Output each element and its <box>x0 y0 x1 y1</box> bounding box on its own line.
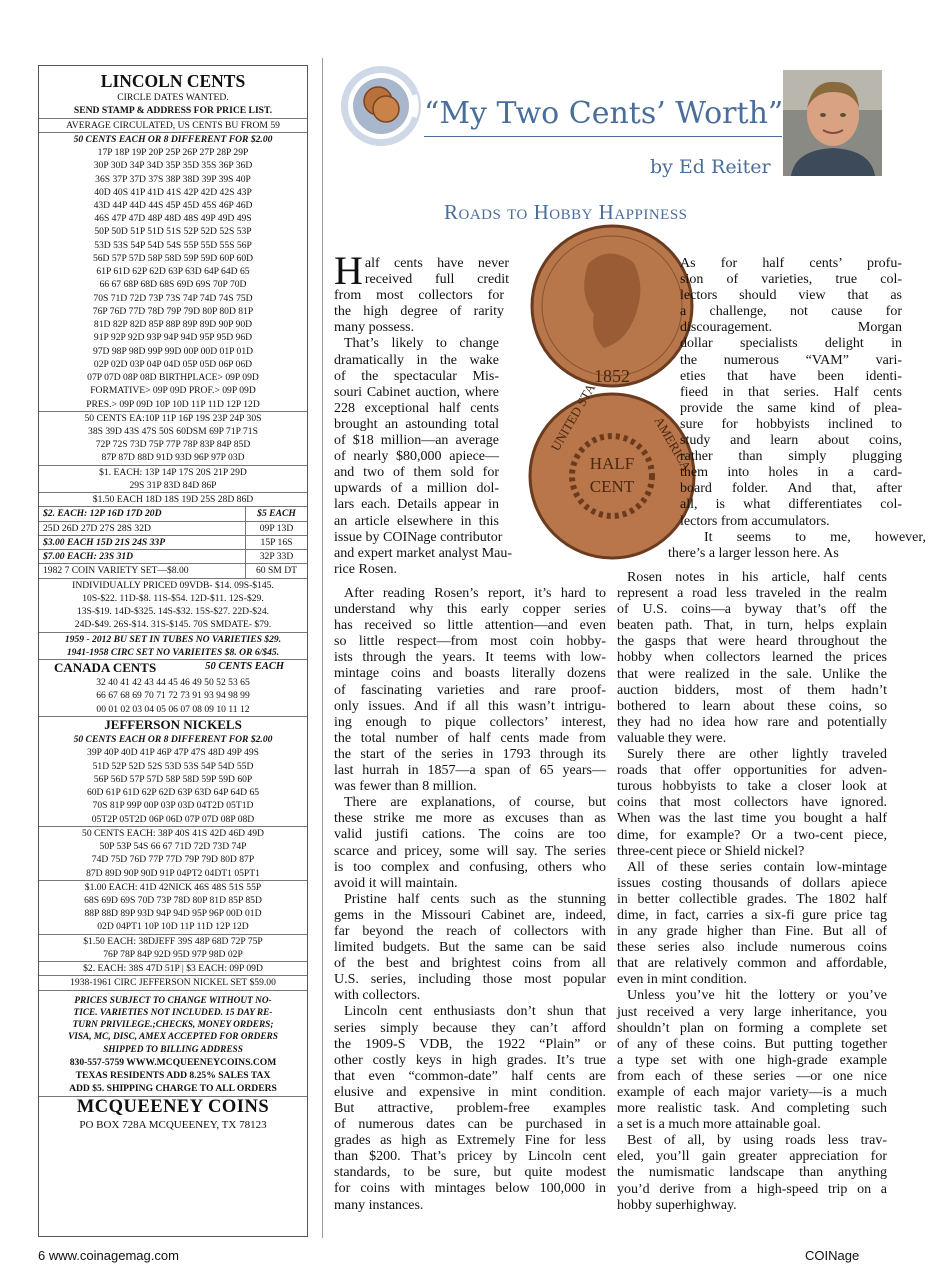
article-line: these strike me more as excuses than as <box>334 811 606 827</box>
ad-line: 88P 88D 89P 93D 94P 94D 95P 96P 00D 01D <box>84 908 262 920</box>
article-line: dime, for example? Or a two-cent piece, <box>617 827 887 843</box>
ad-price-grid <box>39 506 307 577</box>
ad-line: 50 CENTS EACH OR 8 DIFFERENT FOR $2.00 <box>39 132 307 146</box>
article-line: issues costing thousands of dollars apiece <box>617 875 887 891</box>
ad-line: 76P 78P 84P 92D 95D 97P 98D 02P <box>103 948 243 960</box>
ad-line: $1.50 EACH 18D 18S 19D 25S 28D 86D <box>39 492 307 506</box>
article-line: lars each. Details appear in <box>334 497 499 513</box>
article-line: in better collectible grades. The 1802 half <box>617 891 887 907</box>
ad-line: 66 67 68P 68D 68S 69D 69S 70P 70D <box>99 279 247 291</box>
article-line: these series also include numerous coins <box>617 940 887 956</box>
article-line: from each of these series —or one nice <box>617 1068 887 1084</box>
article-line: more realistic task. And completing such <box>617 1101 887 1117</box>
article-line: That’s likely to change <box>344 336 499 352</box>
ad-contact-line: 830-557-5759 WWW.MCQUEENEYCOINS.COM <box>69 1056 277 1068</box>
article-line: was fewer than 8 million. <box>334 779 477 795</box>
ad-price-row <box>39 535 307 549</box>
article-line: represent a road less traveled in the realm <box>617 586 887 602</box>
ad-disclaimer-line: TURN PRIVILEGE.;CHECKS, MONEY ORDERS; <box>72 1020 274 1031</box>
article-line: the 1909-S VDB, the 1922 “Plain” or <box>334 1036 606 1052</box>
article-line: for coins with mintages below 100,000 in <box>334 1181 606 1197</box>
ad-line: 74D 75D 76D 77P 77D 79P 79D 80D 87P <box>91 854 255 866</box>
ad-price-row <box>39 521 307 535</box>
article-line: brought an astounding total <box>334 416 499 432</box>
ad-line: 50P 53P 54S 66 67 71D 72D 73D 74P <box>99 841 247 853</box>
article-line: Rosen notes in his article, half cents <box>627 570 887 585</box>
ad-brand: MCQUEENEY COINS <box>39 1096 307 1118</box>
article-line: issue by COINage contributor <box>334 529 503 545</box>
ad-line: FORMATIVE> 09P 09D PROF.> 09P 09D <box>90 385 256 397</box>
article-line: coins that most collectors have ignored. <box>617 795 887 811</box>
ad-price-cell: $3.00 EACH 15D 21S 24S 33P <box>39 536 246 549</box>
article-line: gems in the Missouri Cabinet are, indeed, <box>334 907 606 923</box>
author-photo <box>783 70 882 176</box>
coin-half-text: HALF <box>589 454 635 473</box>
article-line: hobby superhighway. <box>617 1197 737 1213</box>
article-line: Lincoln cent enthusiasts don’t shun that <box>344 1004 606 1020</box>
ad-line: 30P 30D 34P 34D 35P 35D 35S 36P 36D <box>93 160 253 172</box>
article-line: Unless you’ve hit the lottery or you’ve <box>627 988 887 1004</box>
article-line: limited budgets. But the same can be said <box>334 940 606 956</box>
ad-canada-header <box>39 659 307 676</box>
article-line: scarce and pricey, some will say. The series <box>334 843 606 859</box>
ad-line: 39P 40P 40D 41P 46P 47P 47S 48D 49P 49S <box>87 747 259 759</box>
ad-canada-price: 50 CENTS EACH <box>205 660 284 672</box>
footer-magazine-name: COINage <box>805 1248 860 1263</box>
ad-line: 46S 47P 47D 48P 48D 48S 49P 49D 49S <box>94 213 252 225</box>
article-line: the total number of half cents made from <box>334 730 606 746</box>
ad-disclaimer-line: PRICES SUBJECT TO CHANGE WITHOUT NO- <box>74 995 272 1006</box>
article-line: dollar specialists delight in <box>680 336 902 352</box>
article-line: and two of them sold for <box>334 465 499 481</box>
article-col1-top <box>334 248 513 578</box>
article-col2-bottom <box>617 570 887 1214</box>
article-line: many possess. <box>334 320 415 336</box>
article-line: When was the last time you bought a half <box>617 811 887 827</box>
article-line: so little respect—from most coin hobby- <box>334 634 606 650</box>
article-line: avoid it will maintain. <box>334 875 458 891</box>
ad-line: 1959 - 2012 BU SET IN TUBES NO VARIETIES $29. <box>39 632 307 646</box>
byline: by Ed Reiter <box>650 156 771 178</box>
article-line: alf cents have never <box>364 256 509 271</box>
ad-price-row <box>39 563 307 577</box>
ad-line: 38S 39D 43S 47S 50S 60DSM 69P 71P 71S <box>88 425 258 437</box>
article-line: Surely there are other lightly traveled <box>627 747 887 763</box>
article-line: study and learn about coins, <box>680 433 902 449</box>
ad-line: 43D 44P 44D 44S 45P 45D 45S 46P 46D <box>93 200 253 211</box>
article-line: of numerous dates can be purchased in <box>334 1117 606 1133</box>
ad-line: $1.50 EACH: 38DJEFF 39S 48P 68D 72P 75P <box>39 934 307 948</box>
ad-contact-line: ADD $5. SHIPPING CHARGE TO ALL ORDERS <box>69 1083 277 1095</box>
ad-line: 56P 56D 57P 57D 58P 58D 59P 59D 60P <box>93 773 253 785</box>
article-line: Pristine half cents such as the stunning <box>344 891 606 907</box>
ad-disclaimer <box>39 995 307 1056</box>
article-line: them into holes in a card- <box>680 465 902 481</box>
article-line: eled, you’ll gain greater appreciation for <box>617 1149 887 1165</box>
article-line: just received a very large inheritance, you <box>617 1004 887 1020</box>
article-line: roads that offer opportunities for adven- <box>617 763 887 779</box>
article-line: lectors from accumulators. <box>680 513 830 529</box>
ad-line: 36S 37P 37D 37S 38P 38D 39P 39S 40P <box>95 173 251 185</box>
article-line: of the best and brightest coins from all <box>334 956 606 972</box>
column-divider <box>322 58 323 1238</box>
article-col1-bottom <box>334 586 606 1214</box>
column-title: “My Two Cents’ Worth” <box>424 96 784 131</box>
ad-line: 56D 57P 57D 58P 58D 59P 59D 60P 60D <box>92 252 254 264</box>
article-line: a set is a much more attainable goal. <box>617 1117 821 1133</box>
article-line: far beyond the reach of collectors with <box>334 923 606 939</box>
ad-line: 02D 04PT1 10P 10D 11P 11D 12P 12D <box>97 921 249 933</box>
article-line: souri Cabinet auction, where <box>334 384 499 400</box>
ad-price-cell: $7.00 EACH: 23S 31D <box>39 550 246 563</box>
ad-price-cell: $2. EACH: 12P 16D 17D 20D <box>39 507 246 520</box>
coin-cent-text: CENT <box>589 477 635 496</box>
article-line: that even “common-date” half cents are <box>334 1068 606 1084</box>
ad-line: 24D-$49. 26S-$14. 31S-$145. 70S SMDATE- $79. <box>74 619 272 631</box>
article-line: sure for hobbyists inclined to <box>680 416 902 432</box>
ad-lincoln-list <box>39 91 307 506</box>
ad-disclaimer-line: TICE. VARIETIES NOT INCLUDED. 15 DAY RE- <box>73 1007 273 1018</box>
ad-line: CIRCLE DATES WANTED. <box>117 92 229 104</box>
ad-line: 1941-1958 CIRC SET NO VARIEITES $8. OR 6/$45. <box>66 646 280 658</box>
ad-line: 07P 07D 08P 08D BIRTHPLACE> 09P 09D <box>87 372 259 384</box>
ad-contact-info <box>39 1056 307 1096</box>
article-line: mintage coins and boasts literally dozens <box>334 666 606 682</box>
ad-line: 61P 61D 62P 62D 63P 63D 64P 64D 65 <box>96 266 250 278</box>
article-line: But attractive, problem-free examples <box>334 1101 606 1116</box>
ad-line: $2. EACH: 38S 47D 51P | $3 EACH: 09P 09D <box>39 961 307 975</box>
article-line: All of these series contain low-mintage <box>627 859 887 875</box>
article-line: U.S. series, including those most popular <box>334 972 606 988</box>
article-line: is too complex and confusing, others who <box>334 859 606 875</box>
article-line: the numismatic landscape than anything <box>617 1165 887 1181</box>
ad-disclaimer-line: VISA, MC, DISC, AMEX ACCEPTED FOR ORDERS <box>68 1032 278 1043</box>
ad-line: 10S-$22. 11D-$8. 11S-$54. 12D-$11. 12S-$29. <box>82 592 264 604</box>
article-line: dime, in fact, carries a six-fi gure price tag <box>617 907 887 923</box>
article-line: bothered to learn about these coins, so <box>617 698 887 714</box>
article-line: rice Rosen. <box>334 561 397 577</box>
ad-line: 72P 72S 73D 75P 77P 78P 83P 84P 85D <box>95 439 251 451</box>
article-line: all, is what differentiates col- <box>680 497 902 513</box>
ad-line: 68S 69D 69S 70D 73P 78D 80P 81D 85P 85D <box>84 894 262 906</box>
ad-line: 32 40 41 42 43 44 45 46 49 50 52 53 65 <box>96 677 250 689</box>
article-line: auction bidders, most of them hadn’t <box>617 682 887 698</box>
article-line: sion of varieties, true col- <box>680 272 902 288</box>
article-line: turous hobbyists to take a closer look at <box>617 779 887 795</box>
coin-legend-right: AMERICA <box>651 414 695 474</box>
ad-price-cell: 60 SM DT <box>255 565 298 577</box>
article-line: upwards of a million dol- <box>334 481 499 497</box>
ad-line: 50 CENTS EACH: 38P 40S 41S 42D 46D 49D <box>39 826 307 840</box>
coin-year: 1852 <box>594 366 630 386</box>
ad-price-cell: 09P 13D <box>259 522 294 534</box>
ad-line: 29S 31P 83D 84D 86P <box>129 479 217 491</box>
ad-line: 02P 02D 03P 04P 04D 05P 05D 06P 06D <box>93 358 253 370</box>
article-line: they had no idea how rare and potentially <box>617 714 887 730</box>
ad-price-row <box>39 506 307 520</box>
ad-individual-prices <box>39 578 307 659</box>
article-line: After reading Rosen’s report, it’s hard to <box>344 586 606 601</box>
article-line: of any of these coins. But putting together <box>617 1036 887 1052</box>
ad-line: 87D 89D 90P 90D 91P 04PT2 04DT1 05PT1 <box>86 867 260 879</box>
ad-price-cell: 25D 26D 27D 27S 28S 32D <box>39 522 246 535</box>
ad-line: AVERAGE CIRCULATED, US CENTS BU FROM 59 <box>39 118 307 132</box>
article-line: received full credit <box>364 272 509 288</box>
article-line: There are explanations, of course, but <box>344 795 606 811</box>
ad-price-cell: 1982 7 COIN VARIETY SET—$8.00 <box>39 564 246 577</box>
ad-line: $1.00 EACH: 41D 42NICK 46S 48S 51S 55P <box>39 880 307 894</box>
article-line: only issues. And if all this wasn’t intrigu- <box>334 698 606 714</box>
ad-line: 00 01 02 03 04 05 06 07 08 09 10 11 12 <box>96 703 250 715</box>
article-line: example of each major variety—is a much <box>617 1085 887 1100</box>
article-line: of fascinating varieties and rare proof- <box>334 682 606 698</box>
article-line: in any grade higher than Fine. But all of <box>617 924 887 940</box>
ad-contact-line: TEXAS RESIDENTS ADD 8.25% SALES TAX <box>75 1070 271 1082</box>
ad-price-row <box>39 549 307 563</box>
article-line: you’d derive from a high-speed trip on a <box>617 1181 887 1197</box>
ad-line: 97D 98P 98D 99P 99D 00P 00D 01P 01D <box>92 345 254 357</box>
coin-legend-left: UNITED STA <box>547 380 599 454</box>
ad-line: 50 CENTS EA:10P 11P 16P 19S 23P 24P 30S <box>39 411 307 425</box>
ad-line: 53D 53S 54P 54D 54S 55P 55D 55S 56P <box>94 239 252 251</box>
article-line: hobby when collectors learned the prices <box>617 650 887 666</box>
article-line: Best of all, by using roads less trav- <box>627 1133 887 1149</box>
ad-line: INDIVIDUALLY PRICED 09VDB- $14. 09S-$145. <box>39 578 307 592</box>
ad-jefferson-list <box>39 733 307 989</box>
article-line: an article elsewhere in this <box>334 513 499 529</box>
article-line: many instances. <box>334 1197 424 1213</box>
ad-address: PO BOX 728A MCQUEENEY, TX 78123 <box>79 1118 267 1131</box>
article-line: the numerous “VAM” vari- <box>680 352 902 368</box>
ad-line: 70S 81P 99P 00P 03P 03D 04T2D 05T1D <box>92 800 254 812</box>
ad-canada-list <box>39 676 307 716</box>
ad-price-cell: $5 EACH <box>257 508 296 520</box>
article-line: a challenge, not cause for <box>680 304 902 320</box>
article-line: there’s a larger lesson here. As <box>668 545 839 561</box>
article-line: ing enough to pique collectors’ interest, <box>334 714 606 730</box>
two-cents-logo <box>340 65 422 147</box>
ad-price-cell: 15P 16S <box>260 536 293 548</box>
ad-line: 66 67 68 69 70 71 72 73 91 93 94 98 99 <box>96 690 250 702</box>
ad-line: 50P 50D 51P 51D 51S 52P 52D 52S 53P <box>94 226 252 238</box>
article-line: of U.S. coins—a byway that’s off the <box>617 602 887 618</box>
ad-line: 17P 18P 19P 20P 25P 26P 27P 28P 29P <box>97 147 249 159</box>
article-line: beaten path. That, in turn, helps explain <box>617 618 887 634</box>
ad-jefferson-title: JEFFERSON NICKELS <box>39 716 307 733</box>
article-line: discouragement. Morgan <box>680 320 902 336</box>
article-line: board folder. And that, after <box>680 481 902 497</box>
article-line: ists through the years. It teems with low- <box>334 650 606 666</box>
article-line: the start of the series in 1793 through its <box>334 746 606 762</box>
ad-line: 81D 82P 82D 85P 88P 89P 89D 90P 90D <box>93 319 253 331</box>
article-line: that were realized in the sale. Unlike the <box>617 666 887 682</box>
article-line: fieed in that series. Half cents <box>680 384 902 400</box>
footer-page-url: 6 www.coinagemag.com <box>38 1248 179 1263</box>
article-line: and expert market analyst Mau- <box>334 545 513 561</box>
article-line: a type set with one high-grade example <box>617 1052 887 1068</box>
article-line: It seems to me, however, <box>704 529 926 545</box>
article-line: rather than simply plugging <box>680 449 902 465</box>
article-line: valid justifi cations. The coins are too <box>334 827 606 843</box>
article-line: with collectors. <box>334 988 421 1004</box>
article-line: the high degree of rarity <box>334 304 504 320</box>
article-line: understand why this early copper series <box>334 602 606 618</box>
article-line: three-cent piece or Shield nickel? <box>617 843 805 859</box>
ad-line: 91P 92P 92D 93P 94P 94D 95P 95D 96D <box>93 332 253 344</box>
ad-disclaimer-line: SHIPPED TO BILLING ADDRESS <box>103 1044 243 1055</box>
drop-cap: H <box>334 248 363 293</box>
ad-line: SEND STAMP & ADDRESS FOR PRICE LIST. <box>73 105 273 117</box>
ad-line: 40D 40S 41P 41D 41S 42P 42D 42S 43P <box>94 186 252 198</box>
ad-line: 87P 87D 88D 91D 93D 96P 97P 03D <box>101 452 245 464</box>
article-line: valuable they were. <box>617 730 727 746</box>
article-line: shouldn’t plan on forming a complete set <box>617 1020 887 1036</box>
article-line: the gasps that were heard throughout the <box>617 634 887 650</box>
article-line: eties that have been identi- <box>680 368 902 384</box>
ad-line: 76P 76D 77D 78D 79P 79D 80P 80D 81P <box>92 305 254 317</box>
article-line: last hurrah in 1857—a span of 65 years— <box>334 763 606 779</box>
ad-line: PRES.> 09P 09D 10P 10D 11P 11D 12P 12D <box>86 398 260 410</box>
ad-line: 70S 71D 72D 73P 73S 74P 74D 74S 75D <box>93 292 253 304</box>
ad-line: 51D 52P 52D 52S 53D 53S 54P 54D 55D <box>92 760 254 772</box>
ad-line: 50 CENTS EACH OR 8 DIFFERENT FOR $2.00 <box>73 734 273 746</box>
article-line: dramatically in the wake <box>334 352 499 368</box>
title-rule <box>424 136 782 137</box>
ad-canada-title: CANADA CENTS <box>54 659 157 675</box>
article-line: of $18 million—an average <box>334 433 499 449</box>
article-line: 228 exceptional half cents <box>334 400 499 416</box>
ad-line: 05T2P 05T2D 06P 06D 07P 07D 08P 08D <box>91 813 255 825</box>
article-line: of the spectacular Mis- <box>334 368 499 384</box>
ad-line: $1. EACH: 13P 14P 17S 20S 21P 29D <box>39 465 307 479</box>
article-line: other costly keys in high grades. It’s true <box>334 1052 606 1068</box>
article-line: from most collectors for <box>334 288 504 304</box>
article-line: series simply because they can’t afford <box>334 1020 606 1036</box>
article-line: elusive and expensive in mint condition. <box>334 1084 606 1100</box>
ad-line: 1938-1961 CIRC JEFFERSON NICKEL SET $59.00 <box>39 975 307 989</box>
article-line: provide the same kind of plea- <box>680 400 902 416</box>
article-line: has received so little attention—and even <box>334 618 606 634</box>
article-line: of nearly $80,000 apiece— <box>334 449 499 465</box>
article-line: that are relatively common and affordable, <box>617 956 887 972</box>
ad-price-cell: 32P 33D <box>259 551 294 563</box>
ad-line: 60D 61P 61D 62P 62D 63P 63D 64P 64D 65 <box>86 787 260 799</box>
article-line: grades as high as Extremely Fine for less <box>334 1133 606 1149</box>
article-line: lectors should view that as <box>680 288 902 304</box>
ad-title: LINCOLN CENTS <box>100 71 246 91</box>
article-line: As for half cents’ profu- <box>680 256 902 271</box>
headline: Roads to Hobby Happiness <box>444 200 688 224</box>
sidebar-advertisement <box>38 65 308 1237</box>
article-col2-top <box>668 256 926 562</box>
ad-line: 13S-$19. 14D-$325. 14S-$32. 15S-$27. 22D-$24. <box>76 606 270 618</box>
article-line: than $200. That’s pricey by Lincoln cent <box>334 1149 606 1165</box>
article-line: even in mint condition. <box>617 972 747 988</box>
article-line: standards, to be sure, but quite modest <box>334 1165 606 1181</box>
